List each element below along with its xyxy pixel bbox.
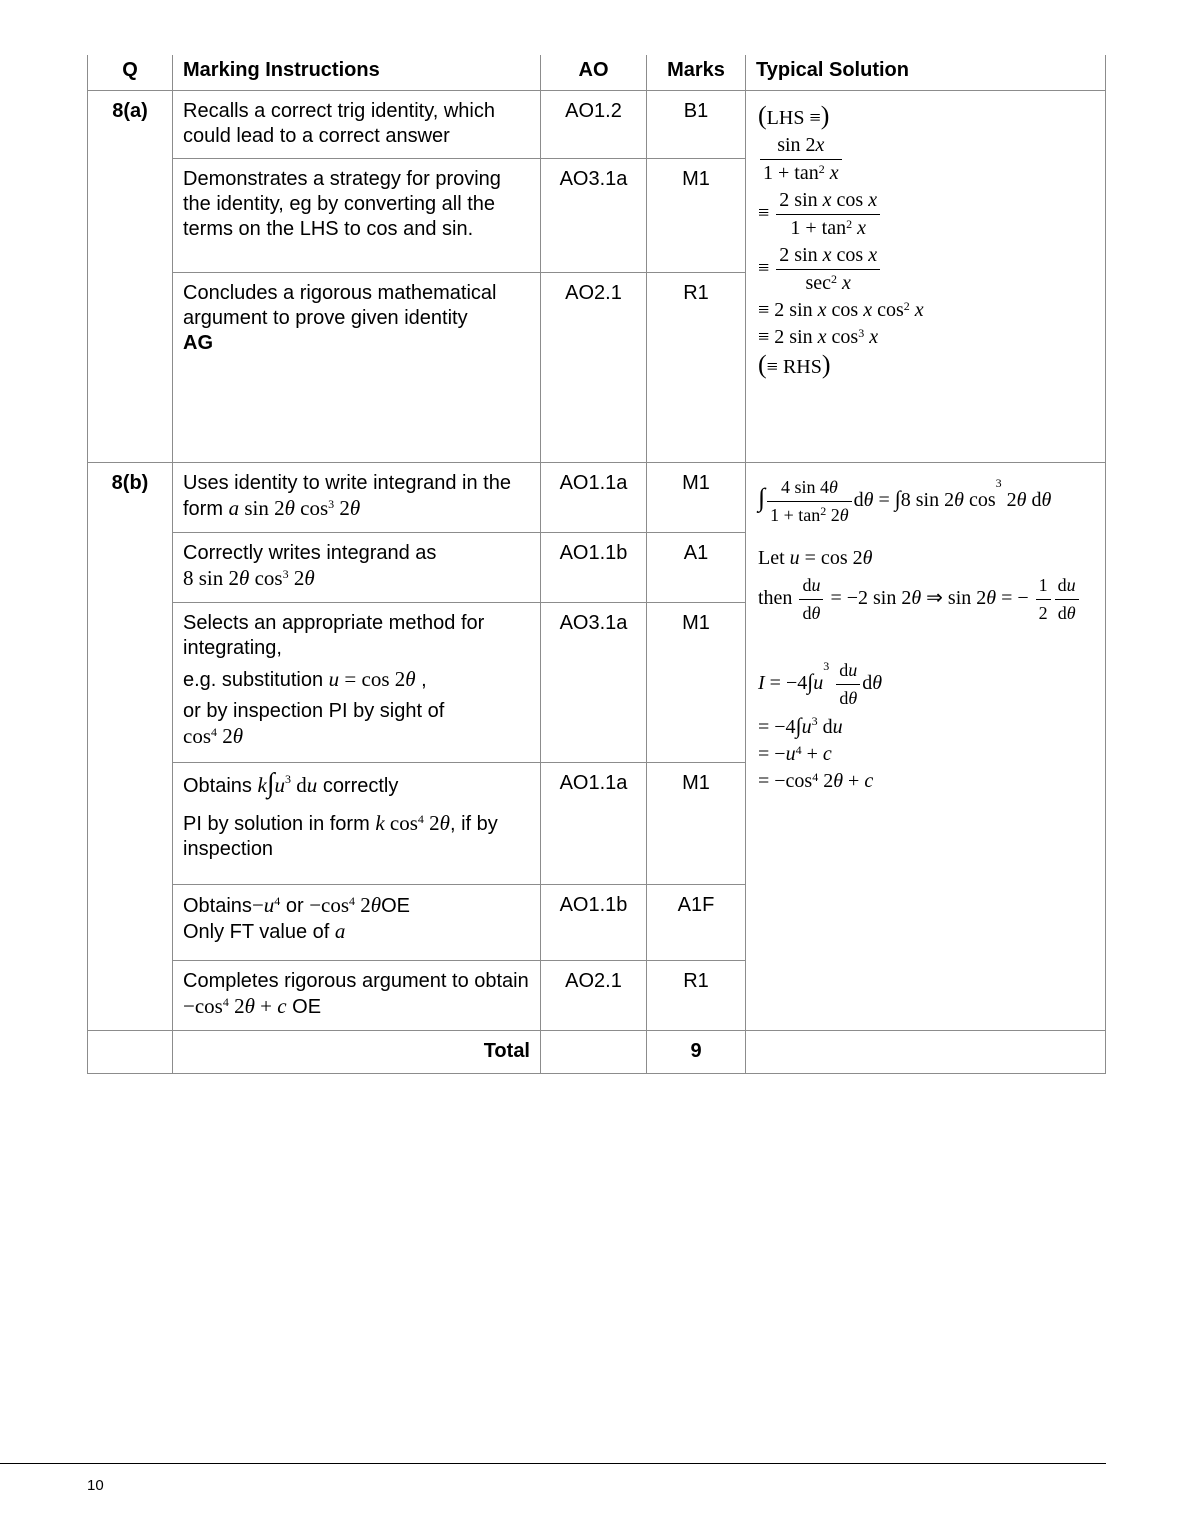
mark-cell: R1 bbox=[647, 961, 746, 1031]
solution-8a bbox=[746, 91, 1106, 463]
question-8b: 8(b) bbox=[88, 463, 173, 1031]
mark-cell: M1 bbox=[647, 463, 746, 533]
instruction-cell: Completes rigorous argument to obtain $-\cos^4$ 2θ + c OE bbox=[173, 961, 541, 1031]
solution-line: ∫ $\frac{4 \sin 4\theta}{1 + \tan^2 2\theta}$ dθ = ∫8 sin 2θ $\cos^3 2\theta$ dθ bbox=[758, 476, 1052, 525]
instruction-cell: Uses identity to write integrand in the form a sin 2θ $\cos^3 2\theta$ bbox=[173, 463, 541, 533]
instruction-cell: Obtains $k\int u^3$ du correctly PI by solution in form k $\cos^4 2\theta$, if by inspection bbox=[173, 763, 541, 885]
footer-divider bbox=[0, 1463, 1106, 1464]
solution-line: = $-u^4 + c$ bbox=[758, 743, 832, 765]
instruction-cell: Selects an appropriate method for integrating, e.g. substitution u = cos 2θ , or by inspection PI by sight of $\cos^4 2\theta$ bbox=[173, 603, 541, 763]
solution-8b bbox=[746, 463, 1106, 1031]
header-solution: Typical Solution bbox=[746, 55, 1106, 91]
solution-line: Let u = cos 2θ bbox=[758, 547, 873, 569]
instruction-cell: Concludes a rigorous mathematical argument to prove given identity AG bbox=[173, 273, 541, 463]
total-ao-empty bbox=[541, 1031, 647, 1074]
ao-cell: AO1.1b bbox=[541, 533, 647, 603]
mark-cell: M1 bbox=[647, 603, 746, 763]
mark-cell: B1 bbox=[647, 91, 746, 159]
total-row bbox=[88, 1031, 1106, 1074]
solution-line: $I = -4\int u^3$ $\frac{du}{d\theta}$ dθ bbox=[758, 659, 883, 708]
mark-scheme-table bbox=[87, 55, 1106, 1074]
header-q: Q bbox=[88, 55, 173, 91]
solution-line: ≡ $\frac{\text{2 sin x cos x}}{1 + \tan^2 x}$ bbox=[758, 188, 1095, 241]
solution-line: $\frac{\sin 2x}{1 + \tan^2 x}$ bbox=[758, 133, 1095, 186]
solution-line: = $-\cos^4$ 2θ + c bbox=[758, 770, 874, 792]
solution-line: ≡ 2 sin x $\cos^3 x$ bbox=[758, 326, 879, 348]
mark-cell: R1 bbox=[647, 273, 746, 463]
ao-cell: AO1.2 bbox=[541, 91, 647, 159]
solution-line: (LHS ≡) bbox=[758, 101, 830, 130]
instruction-cell: $Obtains-u^4$ or $-\cos^4$ 2θOE Only FT value of a bbox=[173, 885, 541, 961]
total-empty-cell bbox=[88, 1031, 173, 1074]
solution-line: then $\frac{du}{d\theta}$ = −2 sin 2θ ⇒ sin 2θ = − $\frac{1}{2}$ $\frac{du}{d\theta}$ bbox=[758, 573, 1097, 626]
ao-cell: AO1.1b bbox=[541, 885, 647, 961]
solution-line: ≡ $\frac{\text{2 sin x cos x}}{\sec^2 x}$ bbox=[758, 243, 1095, 296]
total-marks: 9 bbox=[647, 1031, 746, 1074]
mark-cell: M1 bbox=[647, 763, 746, 885]
table-row bbox=[88, 463, 1106, 533]
total-label: Total bbox=[173, 1031, 541, 1074]
solution-line: ≡ 2 sin x cos x $\cos^2 x$ bbox=[758, 299, 924, 321]
mark-cell: A1 bbox=[647, 533, 746, 603]
total-solution-empty bbox=[746, 1031, 1106, 1074]
ao-cell: AO3.1a bbox=[541, 603, 647, 763]
table-row bbox=[88, 91, 1106, 159]
header-row bbox=[88, 55, 1106, 91]
question-8a: 8(a) bbox=[88, 91, 173, 463]
header-marks: Marks bbox=[647, 55, 746, 91]
header-ao: AO bbox=[541, 55, 647, 91]
instruction-cell: Recalls a correct trig identity, which could lead to a correct answer bbox=[173, 91, 541, 159]
ao-cell: AO3.1a bbox=[541, 159, 647, 273]
solution-line: = $-4\int u^3$ du bbox=[758, 713, 843, 738]
ao-cell: AO2.1 bbox=[541, 273, 647, 463]
ao-cell: AO2.1 bbox=[541, 961, 647, 1031]
solution-line: (≡ RHS) bbox=[758, 350, 831, 379]
ao-cell: AO1.1a bbox=[541, 763, 647, 885]
ao-cell: AO1.1a bbox=[541, 463, 647, 533]
instruction-cell: Correctly writes integrand as 8 sin 2θ $\cos^3 2\theta$ bbox=[173, 533, 541, 603]
page-number: 10 bbox=[87, 1477, 104, 1494]
mark-cell: A1F bbox=[647, 885, 746, 961]
instruction-cell: Demonstrates a strategy for proving the identity, eg by converting all the terms on the LHS to cos and sin. bbox=[173, 159, 541, 273]
mark-cell: M1 bbox=[647, 159, 746, 273]
header-instructions: Marking Instructions bbox=[173, 55, 541, 91]
